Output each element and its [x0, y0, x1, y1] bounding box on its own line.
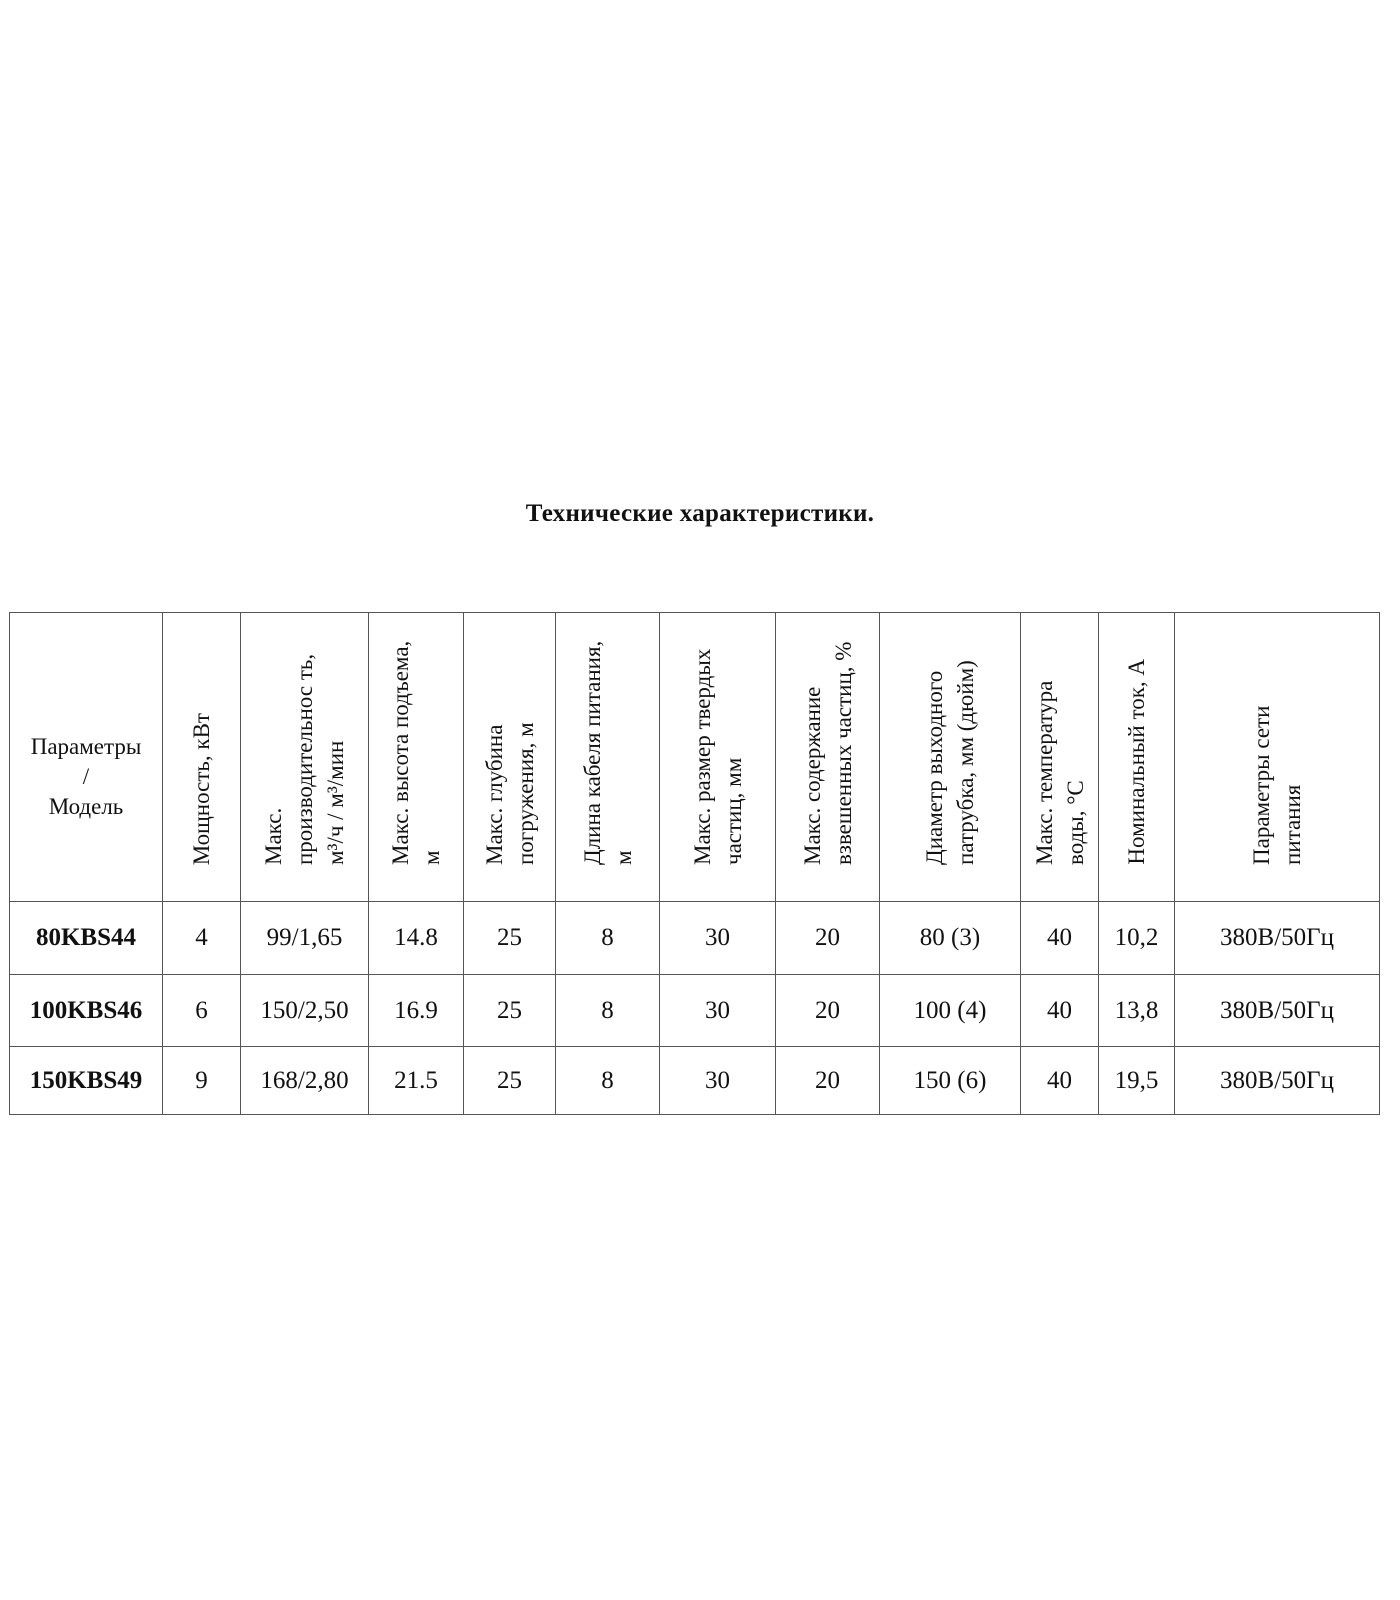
table-cell: 25	[464, 975, 556, 1047]
table-cell: 25	[464, 1047, 556, 1115]
column-header	[369, 613, 464, 902]
table-cell: 150/2,50	[241, 975, 369, 1047]
column-header	[1099, 613, 1175, 902]
column-header	[660, 613, 776, 902]
column-header	[776, 613, 880, 902]
column-header-label: Макс. высота подъема, м	[388, 640, 444, 865]
table-cell: 380В/50Гц	[1175, 902, 1380, 975]
table-cell: 30	[660, 1047, 776, 1115]
corner-header-line: /	[82, 764, 90, 789]
table-row	[10, 975, 1380, 1047]
column-header	[1021, 613, 1099, 902]
table-cell: 8	[556, 902, 660, 975]
table-row	[10, 902, 1380, 975]
table-cell: 40	[1021, 902, 1099, 975]
table-cell: 99/1,65	[241, 902, 369, 975]
column-header-label: Макс. глубина погружения, м	[481, 722, 538, 865]
table-cell: 10,2	[1099, 902, 1175, 975]
model-cell: 150KBS49	[10, 1047, 163, 1115]
table-cell: 14.8	[369, 902, 464, 975]
column-header	[163, 613, 241, 902]
table-cell: 150 (6)	[880, 1047, 1021, 1115]
column-header-label: Макс. размер твердых частиц, мм	[689, 648, 746, 865]
model-cell: 100KBS46	[10, 975, 163, 1047]
table-cell: 9	[163, 1047, 241, 1115]
table-cell: 168/2,80	[241, 1047, 369, 1115]
column-header	[880, 613, 1021, 902]
table-cell: 8	[556, 1047, 660, 1115]
column-header-label: Длина кабеля питания, м	[579, 640, 636, 865]
column-header-label: Параметры сети питания	[1249, 705, 1305, 865]
corner-header-line: Параметры	[30, 734, 142, 759]
table-cell: 21.5	[369, 1047, 464, 1115]
table-cell: 16.9	[369, 975, 464, 1047]
table-cell: 25	[464, 902, 556, 975]
table-cell: 380В/50Гц	[1175, 975, 1380, 1047]
corner-header-line: Модель	[48, 794, 124, 819]
column-header	[464, 613, 556, 902]
column-header-label: Макс. производительнос ть, м³/ч / м³/мин	[261, 653, 348, 865]
table-header-row	[10, 613, 1380, 902]
specs-table	[9, 612, 1380, 1115]
table-row	[10, 1047, 1380, 1115]
column-header	[241, 613, 369, 902]
column-header-label: Мощность, кВт	[189, 712, 214, 865]
column-header	[556, 613, 660, 902]
table-cell: 8	[556, 975, 660, 1047]
column-header-label: Макс. содержание взвешенных частиц, %	[799, 641, 856, 865]
column-header	[1175, 613, 1380, 902]
table-cell: 20	[776, 1047, 880, 1115]
column-header-label: Диаметр выходного патрубка, мм (дюйм)	[922, 660, 978, 865]
model-cell: 80KBS44	[10, 902, 163, 975]
table-cell: 6	[163, 975, 241, 1047]
table-cell: 30	[660, 902, 776, 975]
table-cell: 80 (3)	[880, 902, 1021, 975]
table-cell: 380В/50Гц	[1175, 1047, 1380, 1115]
table-cell: 100 (4)	[880, 975, 1021, 1047]
table-cell: 20	[776, 902, 880, 975]
column-header-label: Номинальный ток, А	[1124, 659, 1149, 865]
corner-header	[10, 613, 163, 902]
table-cell: 4	[163, 902, 241, 975]
table-cell: 13,8	[1099, 975, 1175, 1047]
table-cell: 30	[660, 975, 776, 1047]
table-cell: 40	[1021, 1047, 1099, 1115]
table-cell: 19,5	[1099, 1047, 1175, 1115]
table-cell: 20	[776, 975, 880, 1047]
column-header-label: Макс. температура воды, °С	[1031, 680, 1088, 865]
page-title: Технические характеристики.	[525, 500, 875, 527]
table-cell: 40	[1021, 975, 1099, 1047]
